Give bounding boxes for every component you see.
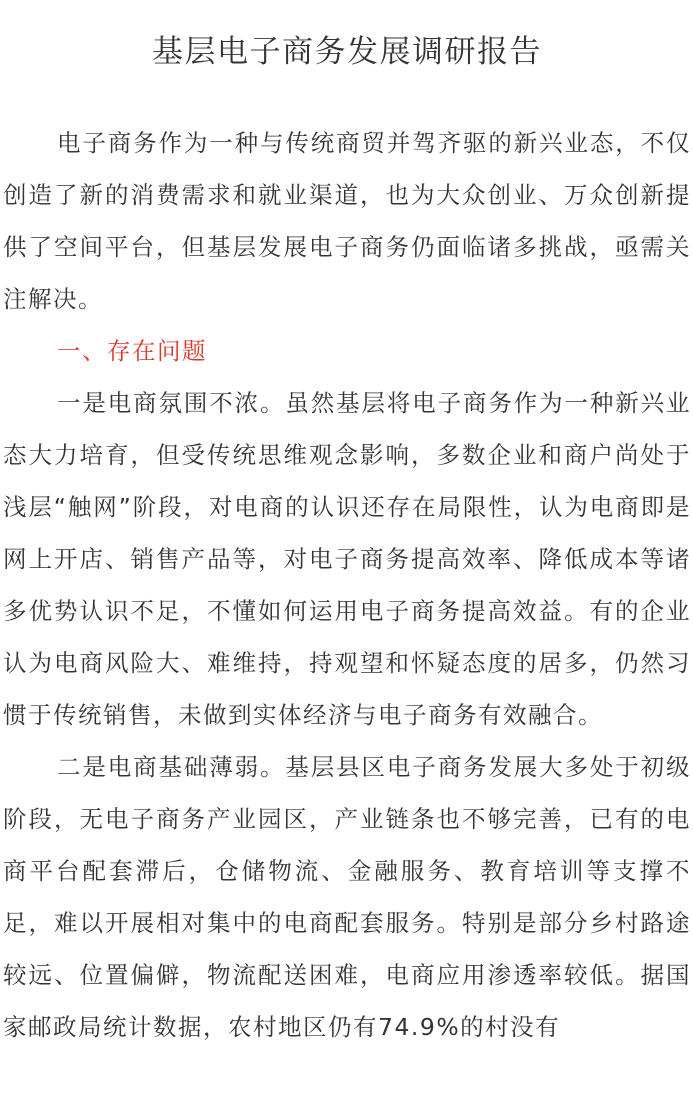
intro-paragraph: 电子商务作为一种与传统商贸并驾齐驱的新兴业态，不仅创造了新的消费需求和就业渠道，也为大众创业、万众创新提供了空间平台，但基层发展电子商务仍面临诸多挑战，亟需关注解决。	[3, 129, 691, 313]
section-heading: 一、存在问题	[57, 337, 208, 365]
paragraph-atmosphere: 一是电商氛围不浓。虽然基层将电子商务作为一种新兴业态大力培育，但受传统思维观念影响，多数企业和商户尚处于浅层“触网”阶段，对电商的认识还存在局限性，认为电商即是网上开店、销售产品等，对电子商务提高效率、降低成本等诸多优势认识不足，不懂如何运用电子商务提高效益。有的企业认为电商风险大、难维持，持观望和怀疑态度的居多，仍然习惯于传统销售，未做到实体经济与电子商务有效融合。	[3, 389, 691, 729]
article-body	[3, 117, 691, 1053]
paragraph-foundation: 二是电商基础薄弱。基层县区电子商务发展大多处于初级阶段，无电子商务产业园区，产业链条也不够完善，已有的电商平台配套滞后，仓储物流、金融服务、教育培训等支撑不足，难以开展相对集中的电商配套服务。特别是部分乡村路途较远、位置偏僻，物流配送困难，电商应用渗透率较低。据国家邮政局统计数据，农村地区仍有74.9%的村没有	[3, 753, 691, 1041]
article-title: 基层电子商务发展调研报告	[152, 34, 542, 70]
